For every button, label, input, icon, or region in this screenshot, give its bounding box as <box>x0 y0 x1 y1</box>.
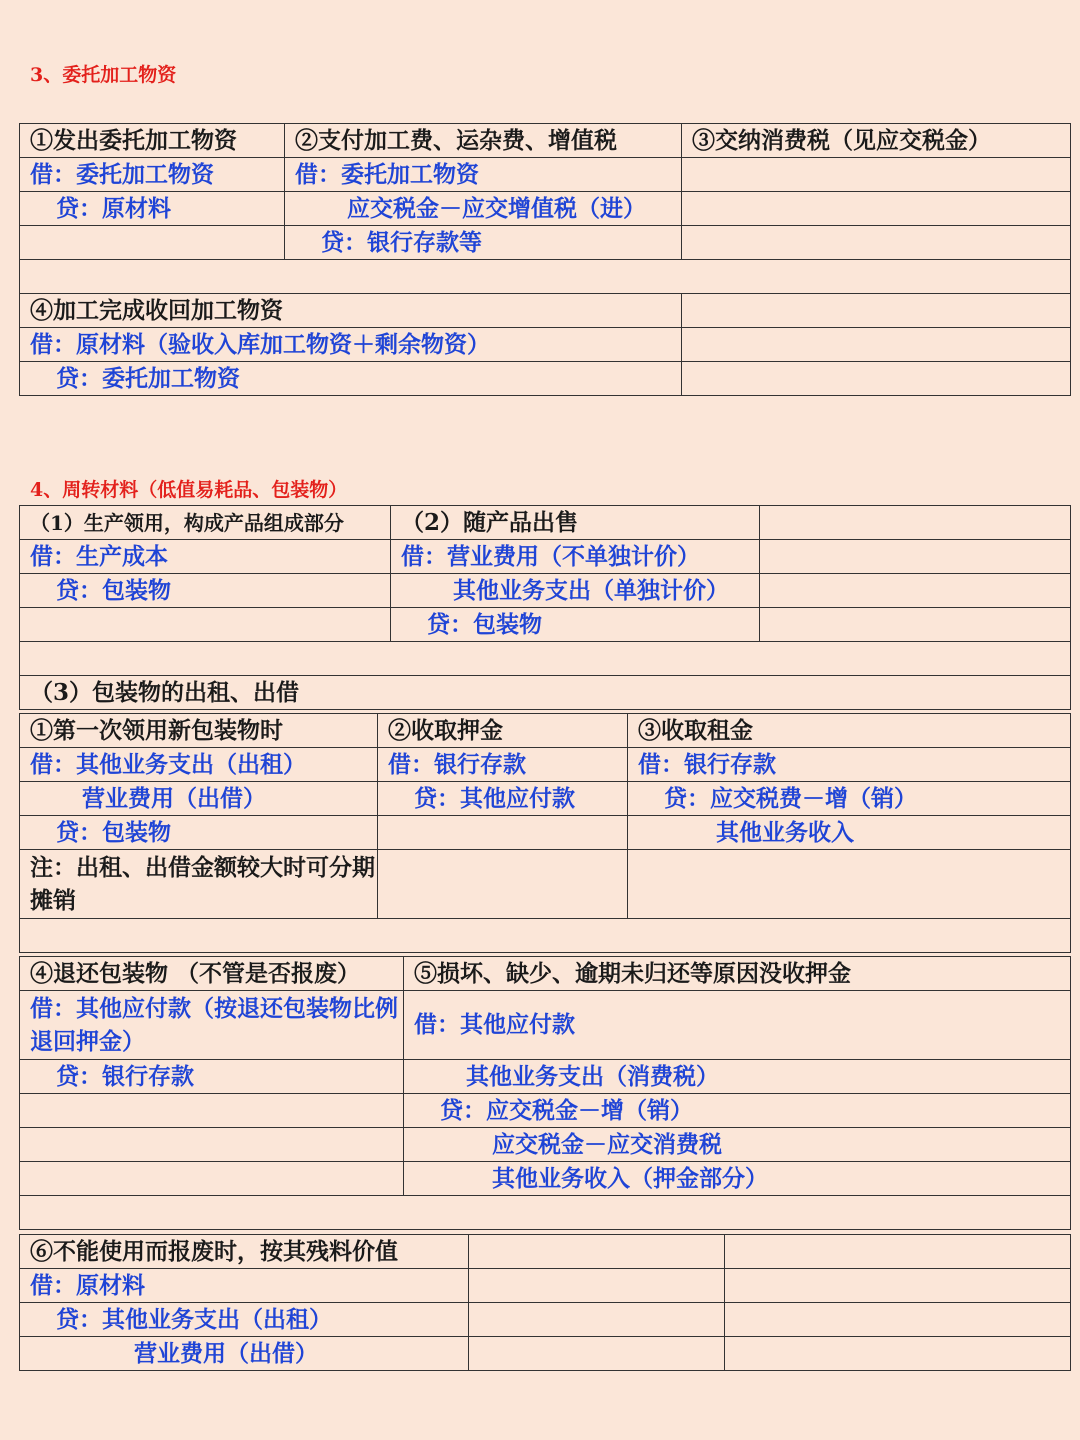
entry-text: 借：其他应付款 <box>404 991 1071 1060</box>
turnover-material-table-3 <box>19 956 1071 1230</box>
entry-text: 营业费用（出借） <box>20 1337 469 1371</box>
entry-text: 贷：其他应付款 <box>378 782 628 816</box>
c3-header: ③收取租金 <box>628 714 1071 748</box>
empty-cell <box>20 1162 404 1196</box>
empty-cell <box>682 226 1071 260</box>
entry-text: 贷：应交税金－增（销） <box>404 1094 1071 1128</box>
entry-text: 借：委托加工物资 <box>285 158 682 192</box>
empty-cell <box>760 608 1071 642</box>
empty-cell <box>760 540 1071 574</box>
entry-text: 贷：包装物 <box>391 608 760 642</box>
entry-text: 其他业务收入 <box>628 816 1071 850</box>
entry-text: 借：营业费用（不单独计价） <box>391 540 760 574</box>
empty-cell <box>682 328 1071 362</box>
entry-text: 贷：银行存款等 <box>285 226 682 260</box>
empty-cell <box>20 226 285 260</box>
consigned-processing-table <box>19 123 1071 396</box>
entry-text: 应交税金－应交增值税（进） <box>285 192 682 226</box>
entry-text: 其他业务支出（单独计价） <box>391 574 760 608</box>
spacer-row <box>20 1196 1071 1230</box>
entry-text: 其他业务收入（押金部分） <box>404 1162 1071 1196</box>
empty-cell <box>20 1094 404 1128</box>
empty-cell <box>682 192 1071 226</box>
entry-text: 其他业务支出（消费税） <box>404 1060 1071 1094</box>
step2-header: ②支付加工费、运杂费、增值税 <box>285 124 682 158</box>
empty-cell <box>469 1235 725 1269</box>
entry-text: 借：其他业务支出（出租） <box>20 748 378 782</box>
empty-cell <box>725 1337 1071 1371</box>
empty-cell <box>469 1337 725 1371</box>
empty-cell <box>682 158 1071 192</box>
empty-cell <box>725 1303 1071 1337</box>
c1-header: ①第一次领用新包装物时 <box>20 714 378 748</box>
step1-header: ①发出委托加工物资 <box>20 124 285 158</box>
empty-cell <box>20 1128 404 1162</box>
empty-cell <box>725 1269 1071 1303</box>
r5-header: ⑤损坏、缺少、逾期未归还等原因没收押金 <box>404 957 1071 991</box>
entry-text: 借：原材料（验收入库加工物资＋剩余物资） <box>20 328 682 362</box>
section-3-heading: 3、委托加工物资 <box>30 64 177 86</box>
entry-text: 贷：原材料 <box>20 192 285 226</box>
part3-header: （3）包装物的出租、出借 <box>20 676 1071 710</box>
entry-text: 贷：银行存款 <box>20 1060 404 1094</box>
empty-cell <box>682 362 1071 396</box>
note-text: 注：出租、出借金额较大时可分期摊销 <box>20 850 378 919</box>
empty-cell <box>469 1269 725 1303</box>
step4-header: ④加工完成收回加工物资 <box>20 294 682 328</box>
empty-cell <box>20 608 391 642</box>
empty-cell <box>378 850 628 919</box>
empty-cell <box>760 574 1071 608</box>
entry-text: 营业费用（出借） <box>20 782 378 816</box>
empty-cell <box>682 294 1071 328</box>
entry-text: 借：委托加工物资 <box>20 158 285 192</box>
step3-header: ③交纳消费税（见应交税金） <box>682 124 1071 158</box>
part1-header: （1）生产领用，构成产品组成部分 <box>20 506 391 540</box>
entry-text: 贷：包装物 <box>20 574 391 608</box>
r4-header: ④退还包装物 （不管是否报废） <box>20 957 404 991</box>
empty-cell <box>760 506 1071 540</box>
spacer-row <box>20 919 1071 953</box>
empty-cell <box>628 850 1071 919</box>
section-4-heading: 4、周转材料（低值易耗品、包装物） <box>30 479 348 501</box>
turnover-material-table-1 <box>19 505 1071 710</box>
entry-text: 借：银行存款 <box>378 748 628 782</box>
entry-text: 贷：其他业务支出（出租） <box>20 1303 469 1337</box>
turnover-material-table-2 <box>19 713 1071 953</box>
c2-header: ②收取押金 <box>378 714 628 748</box>
entry-text: 借：生产成本 <box>20 540 391 574</box>
spacer-row <box>20 642 1071 676</box>
entry-text: 贷：包装物 <box>20 816 378 850</box>
entry-text: 借：原材料 <box>20 1269 469 1303</box>
entry-text: 贷：应交税费－增（销） <box>628 782 1071 816</box>
part2-header: （2）随产品出售 <box>391 506 760 540</box>
empty-cell <box>469 1303 725 1337</box>
turnover-material-table-4 <box>19 1234 1071 1371</box>
entry-text: 应交税金－应交消费税 <box>404 1128 1071 1162</box>
entry-text: 借：银行存款 <box>628 748 1071 782</box>
empty-cell <box>725 1235 1071 1269</box>
r6-header: ⑥不能使用而报废时，按其残料价值 <box>20 1235 469 1269</box>
empty-cell <box>378 816 628 850</box>
entry-text: 借：其他应付款（按退还包装物比例退回押金） <box>20 991 404 1060</box>
entry-text: 贷：委托加工物资 <box>20 362 682 396</box>
spacer-row <box>20 260 1071 294</box>
